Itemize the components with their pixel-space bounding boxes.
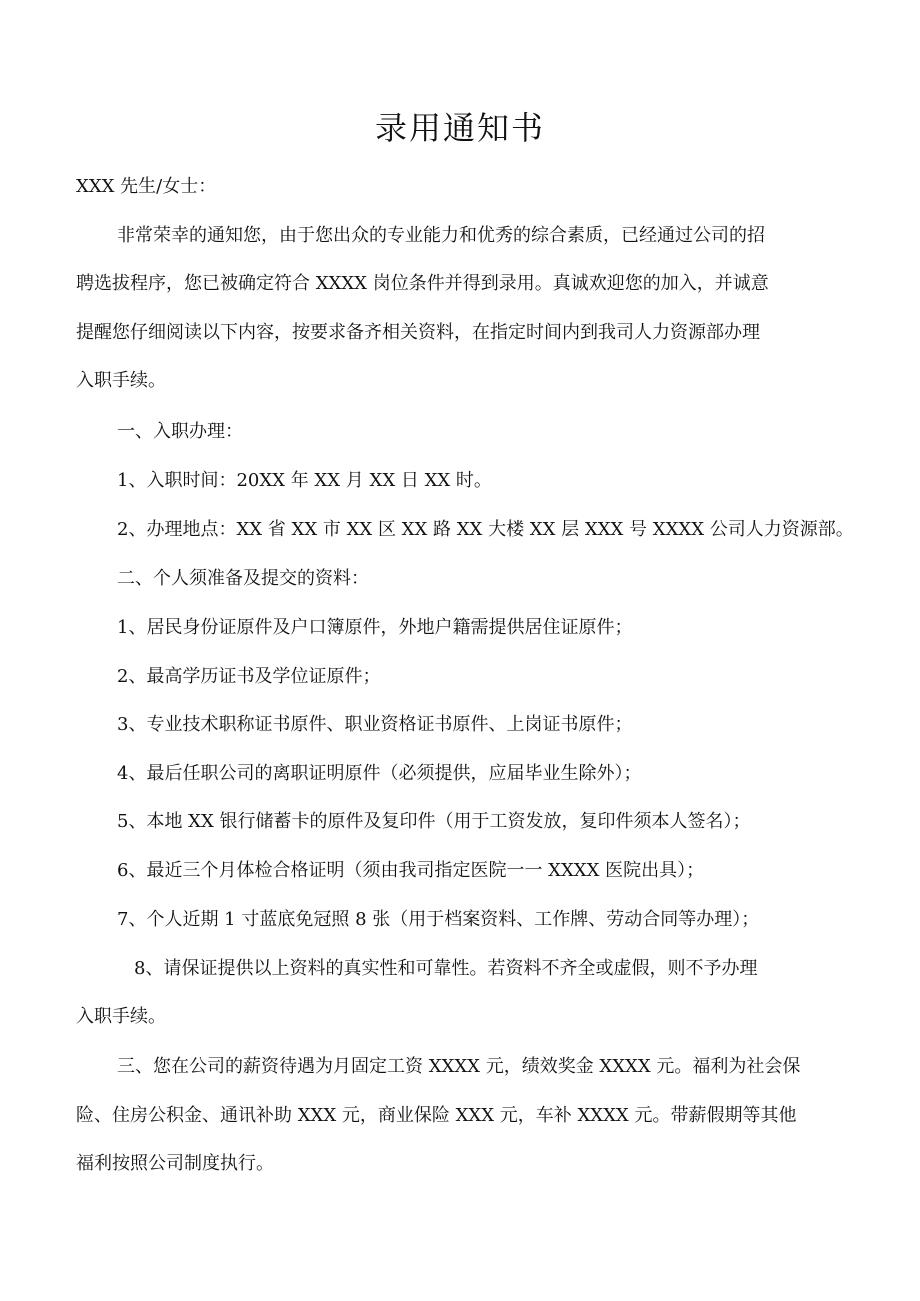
list-item: 1、入职时间：20XX 年 XX 月 XX 日 XX 时。 [117, 470, 492, 491]
list-item: 5、本地 XX 银行储蓄卡的原件及复印件（用于工资发放，复印件须本人签名）； [117, 811, 751, 832]
compensation-line: 险、住房公积金、通讯补助 XXX 元，商业保险 XXX 元，车补 XXXX 元。带薪假期等其他 [76, 1105, 797, 1126]
intro-line: 入职手续。 [76, 370, 166, 391]
list-item: 7、个人近期 1 寸蓝底免冠照 8 张（用于档案资料、工作牌、劳动合同等办理）； [117, 909, 760, 930]
section-heading: 一、入职办理： [117, 421, 243, 442]
list-item: 8、请保证提供以上资料的真实性和可靠性。若资料不齐全或虚假，则不予办理 [134, 958, 758, 979]
intro-line: 非常荣幸的通知您，由于您出众的专业能力和优秀的综合素质，已经通过公司的招 [117, 225, 765, 246]
salutation: XXX 先生/女士： [76, 176, 217, 197]
section-heading: 二、个人须准备及提交的资料： [117, 568, 369, 589]
compensation-line: 三、您在公司的薪资待遇为月固定工资 XXXX 元，绩效奖金 XXXX 元。福利为社会保 [117, 1056, 801, 1077]
list-item: 2、最高学历证书及学位证原件； [117, 666, 381, 687]
list-item-continuation: 入职手续。 [76, 1006, 166, 1027]
compensation-line: 福利按照公司制度执行。 [76, 1153, 274, 1174]
intro-line: 提醒您仔细阅读以下内容，按要求备齐相关资料，在指定时间内到我司人力资源部办理 [76, 322, 760, 343]
list-item: 3、专业技术职称证书原件、职业资格证书原件、上岗证书原件； [117, 714, 633, 735]
list-item: 6、最近三个月体检合格证明（须由我司指定医院一一 XXXX 医院出具）； [117, 860, 705, 881]
list-item: 1、居民身份证原件及户口簿原件，外地户籍需提供居住证原件； [117, 617, 633, 638]
document-title: 录用通知书 [374, 109, 545, 147]
list-item: 2、办理地点：XX 省 XX 市 XX 区 XX 路 XX 大楼 XX 层 XXX 号 XXXX 公司人力资源部。 [117, 519, 854, 540]
intro-line: 聘选拔程序，您已被确定符合 XXXX 岗位条件并得到录用。真诚欢迎您的加入，并诚意 [76, 273, 769, 294]
list-item: 4、最后任职公司的离职证明原件（必须提供，应届毕业生除外）； [117, 763, 642, 784]
